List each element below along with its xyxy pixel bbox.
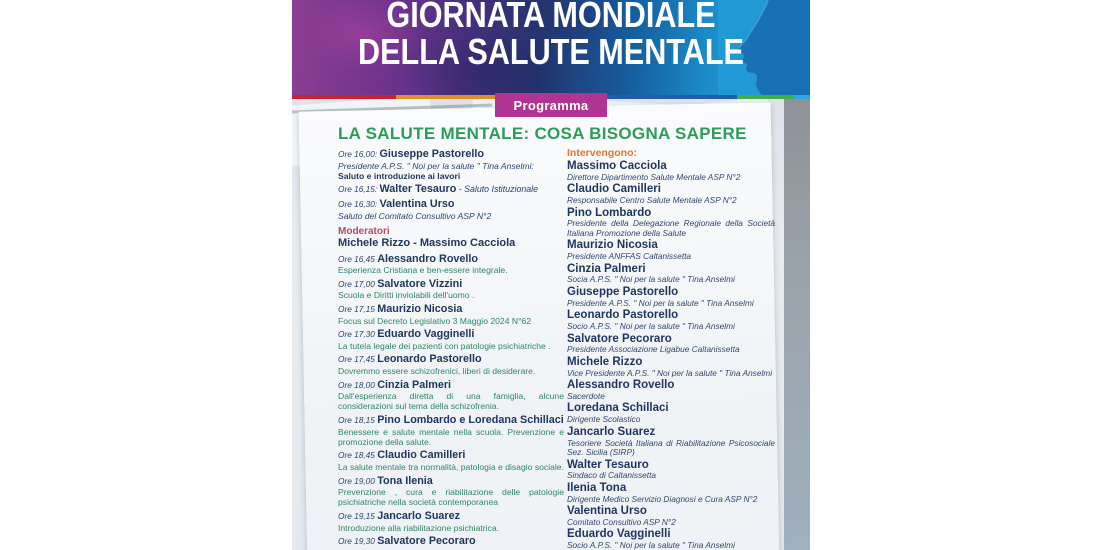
talk-entry	[338, 252, 564, 276]
speaker-name: Michele Rizzo	[567, 355, 643, 368]
talk-heading	[338, 277, 564, 291]
talk-time: Ore 18,45	[338, 450, 378, 461]
talk-heading	[338, 197, 564, 211]
speaker-role: Presidente della Delegazione Regionale della Società Italiana Promozione della Salute	[567, 218, 775, 238]
talk-heading	[338, 474, 564, 488]
speaker-name: Alessandro Rovello	[567, 379, 675, 392]
poster-title-line1: GIORNATA MONDIALE	[386, 0, 716, 35]
talk-speaker: Maurizio Nicosia	[377, 303, 463, 316]
speaker-entry	[567, 506, 775, 527]
speaker-role: Dirigente Medico Servizio Diagnosi e Cura ASP N°2	[567, 493, 758, 504]
talk-speaker: Salvatore Pecoraro	[377, 535, 476, 548]
talk-speaker: Pino Lombardo e Loredana Schillaci	[377, 414, 564, 427]
talk-description: La tutela legale dei pazienti con patologie psichiatriche .	[338, 340, 551, 351]
talk-heading	[338, 252, 564, 266]
talk-entry	[338, 534, 564, 548]
speaker-entry	[567, 208, 775, 239]
speaker-name: Massimo Cacciola	[567, 160, 667, 172]
talk-time: Ore 16,15:	[338, 184, 380, 195]
talk-entry	[338, 378, 564, 412]
talk-time: Ore 16,00:	[338, 149, 380, 159]
speaker-role: Sacerdote	[567, 390, 605, 401]
speaker-name: Eduardo Vagginelli	[567, 528, 671, 541]
speaker-entry	[567, 287, 775, 308]
speaker-role: Direttore Dipartimento Salute Mentale ASP N°2	[567, 171, 741, 182]
speaker-role: Socia A.P.S. " Noi per la salute " Tina Anselmi	[567, 274, 735, 285]
speaker-name: Valentina Urso	[567, 505, 647, 518]
program-right-column	[567, 147, 775, 550]
talk-description: Saluto e introduzione ai lavori	[338, 170, 461, 181]
talk-heading	[338, 534, 564, 548]
talk-entry	[338, 448, 564, 472]
moderators-names: Michele Rizzo - Massimo Cacciola	[338, 237, 516, 250]
speaker-name: Claudio Camilleri	[567, 183, 661, 196]
speaker-role: Presidente ANFFAS Caltanissetta	[567, 251, 692, 262]
stripe-segment	[396, 95, 505, 99]
talk-heading	[338, 509, 564, 523]
talk-description: La salute mentale tra normalità, patologia e disagio sociale.	[338, 461, 564, 472]
talk-entry	[338, 352, 564, 376]
talk-heading	[338, 182, 564, 196]
talk-entry	[338, 413, 564, 447]
speaker-role: Tesoriere Società Italiana di Riabilitazione Psicosociale Sez. Sicilia (SIRP)	[567, 437, 775, 458]
talk-time: Ore 17,15	[338, 304, 378, 315]
talk-description: Focus sul Decreto Legislativo 3 Maggio 2024 N°62	[338, 315, 532, 326]
talk-speaker: Jancarlo Suarez	[377, 510, 461, 523]
talk-entry	[338, 509, 564, 533]
talk-heading	[338, 147, 564, 161]
talk-time: Ore 16,45	[338, 253, 378, 264]
program-left-column	[338, 147, 564, 549]
speaker-name: Leonardo Pastorello	[567, 309, 679, 322]
talk-time: Ore 19,00	[338, 475, 378, 486]
talk-speaker: Giuseppe Pastorello	[379, 148, 484, 160]
stripe-segment	[737, 95, 794, 99]
stripe-segment	[292, 95, 396, 99]
talk-speaker: Eduardo Vagginelli	[377, 328, 475, 341]
speaker-entry	[567, 403, 775, 424]
speaker-role: Socio A.P.S. " Noi per la salute " Tina Anselmi	[567, 321, 735, 332]
speaker-entry	[567, 161, 775, 182]
poster	[292, 0, 810, 550]
talk-description: Benessere e salute mentale nella scuola. Prevenzione e promozione della salute.	[338, 426, 564, 447]
talk-heading	[338, 352, 564, 366]
speaker-entry	[567, 310, 775, 331]
talk-heading	[338, 378, 564, 392]
speaker-role: Responsabile Centro Salute Mentale ASP N°2	[567, 195, 737, 206]
program-title: LA SALUTE MENTALE: COSA BISOGNA SAPERE	[338, 124, 747, 143]
speakers-list	[567, 161, 775, 550]
talk-speaker: Salvatore Vizzini	[377, 277, 463, 290]
intervengono-heading: Intervengono:	[567, 147, 637, 159]
speaker-entry	[567, 380, 775, 401]
speaker-name: Loredana Schillaci	[567, 402, 669, 415]
speaker-name: Pino Lombardo	[567, 206, 652, 219]
talk-entry	[338, 182, 564, 196]
speaker-role: Presidente Associazione Ligabue Caltanissetta	[567, 344, 740, 355]
talk-description: Esperienza Cristiana e ben-essere integrale.	[338, 265, 508, 276]
speaker-entry	[567, 334, 775, 355]
speaker-entry	[567, 427, 775, 458]
moderators-label: Moderatori	[338, 226, 390, 238]
talk-heading	[338, 448, 564, 462]
stripe-segment	[794, 95, 810, 99]
talk-speaker: Valentina Urso	[379, 198, 455, 211]
talk-time: Ore 17,45	[338, 354, 378, 365]
talk-speaker: Tona Ilenia	[377, 474, 433, 487]
speaker-role: Presidente A.P.S. " Noi per la salute " Tina Anselmi	[567, 297, 754, 308]
talk-time: Ore 18,00	[338, 379, 378, 390]
poster-main-title	[331, 0, 771, 70]
talk-description: Presidente A.P.S. " Noi per la salute " Tina Anselmi:	[338, 160, 534, 171]
speaker-entry	[567, 483, 775, 504]
talk-speaker: Cinzia Palmeri	[377, 378, 452, 391]
speaker-entry	[567, 240, 775, 261]
talk-entry	[338, 147, 564, 181]
speaker-entry	[567, 460, 775, 481]
speaker-name: Ilenia Tona	[567, 481, 627, 494]
speaker-role: Dirigente Scolastico	[567, 414, 641, 425]
talk-time: Ore 17,00	[338, 278, 378, 289]
speaker-role: Socio A.P.S. " Noi per la salute " Tina Anselmi	[567, 540, 735, 550]
talk-entry	[338, 474, 564, 508]
talk-heading	[338, 413, 564, 427]
poster-body	[292, 99, 810, 550]
talk-description: Saluto del Comitato Consultivo ASP N°2	[338, 210, 492, 221]
speaker-role: Sindaco di Caltanissetta	[567, 470, 657, 481]
talk-description: Scuola e Diritti inviolabili dell'uomo .	[338, 290, 475, 301]
speaker-role: Comitato Consultivo ASP N°2	[567, 516, 676, 527]
talk-description: Prevenzione , cura e riabilitazione delle patologie psichiatriche nella società contemporanea	[338, 487, 564, 508]
talk-time: Ore 17,30	[338, 329, 378, 340]
talk-speaker: Leonardo Pastorello	[377, 353, 482, 366]
talk-entry	[338, 277, 564, 301]
talk-description: Dovremmo essere schizofrenici, liberi di desiderare.	[338, 365, 536, 376]
poster-title-line2: DELLA SALUTE MENTALE	[358, 31, 744, 72]
talk-entry	[338, 302, 564, 326]
talk-entry	[338, 197, 564, 221]
poster-header	[292, 0, 810, 95]
talk-time: Ore 19,15	[338, 511, 378, 522]
programma-badge: Programma	[495, 93, 607, 117]
speaker-entry	[567, 264, 775, 285]
speaker-entry	[567, 529, 775, 550]
talk-speaker: Claudio Camilleri	[377, 449, 466, 462]
talk-speaker: Alessandro Rovello	[377, 252, 479, 265]
speaker-entry	[567, 184, 775, 205]
background-shadow-band	[784, 99, 810, 550]
speaker-name: Walter Tesauro	[567, 458, 649, 471]
talk-inline-note: - Saluto Istituzionale	[456, 184, 538, 195]
speaker-name: Giuseppe Pastorello	[567, 285, 679, 298]
speaker-entry	[567, 357, 775, 378]
talk-time: Ore 16,30:	[338, 199, 380, 210]
speaker-name: Jancarlo Suarez	[567, 425, 656, 438]
moderators-block	[338, 226, 564, 250]
talk-time: Ore 18,15	[338, 415, 378, 426]
talk-entry	[338, 327, 564, 351]
speaker-role: Vice Presidente A.P.S. " Noi per la salute " Tina Anselmi	[567, 367, 773, 378]
talk-description: Introduzione alla riabilitazione psichiatrica.	[338, 522, 499, 533]
talk-speaker: Walter Tesauro	[379, 183, 457, 196]
talk-heading	[338, 302, 564, 316]
talk-time: Ore 19,30	[338, 536, 378, 547]
talk-description: Dall'esperienza diretta di una famiglia, alcune considerazioni sul tema della schizofrenia.	[338, 391, 564, 412]
speaker-name: Salvatore Pecoraro	[567, 332, 672, 345]
speaker-name: Maurizio Nicosia	[567, 239, 658, 252]
speaker-name: Cinzia Palmeri	[567, 262, 646, 275]
talk-heading	[338, 327, 564, 341]
